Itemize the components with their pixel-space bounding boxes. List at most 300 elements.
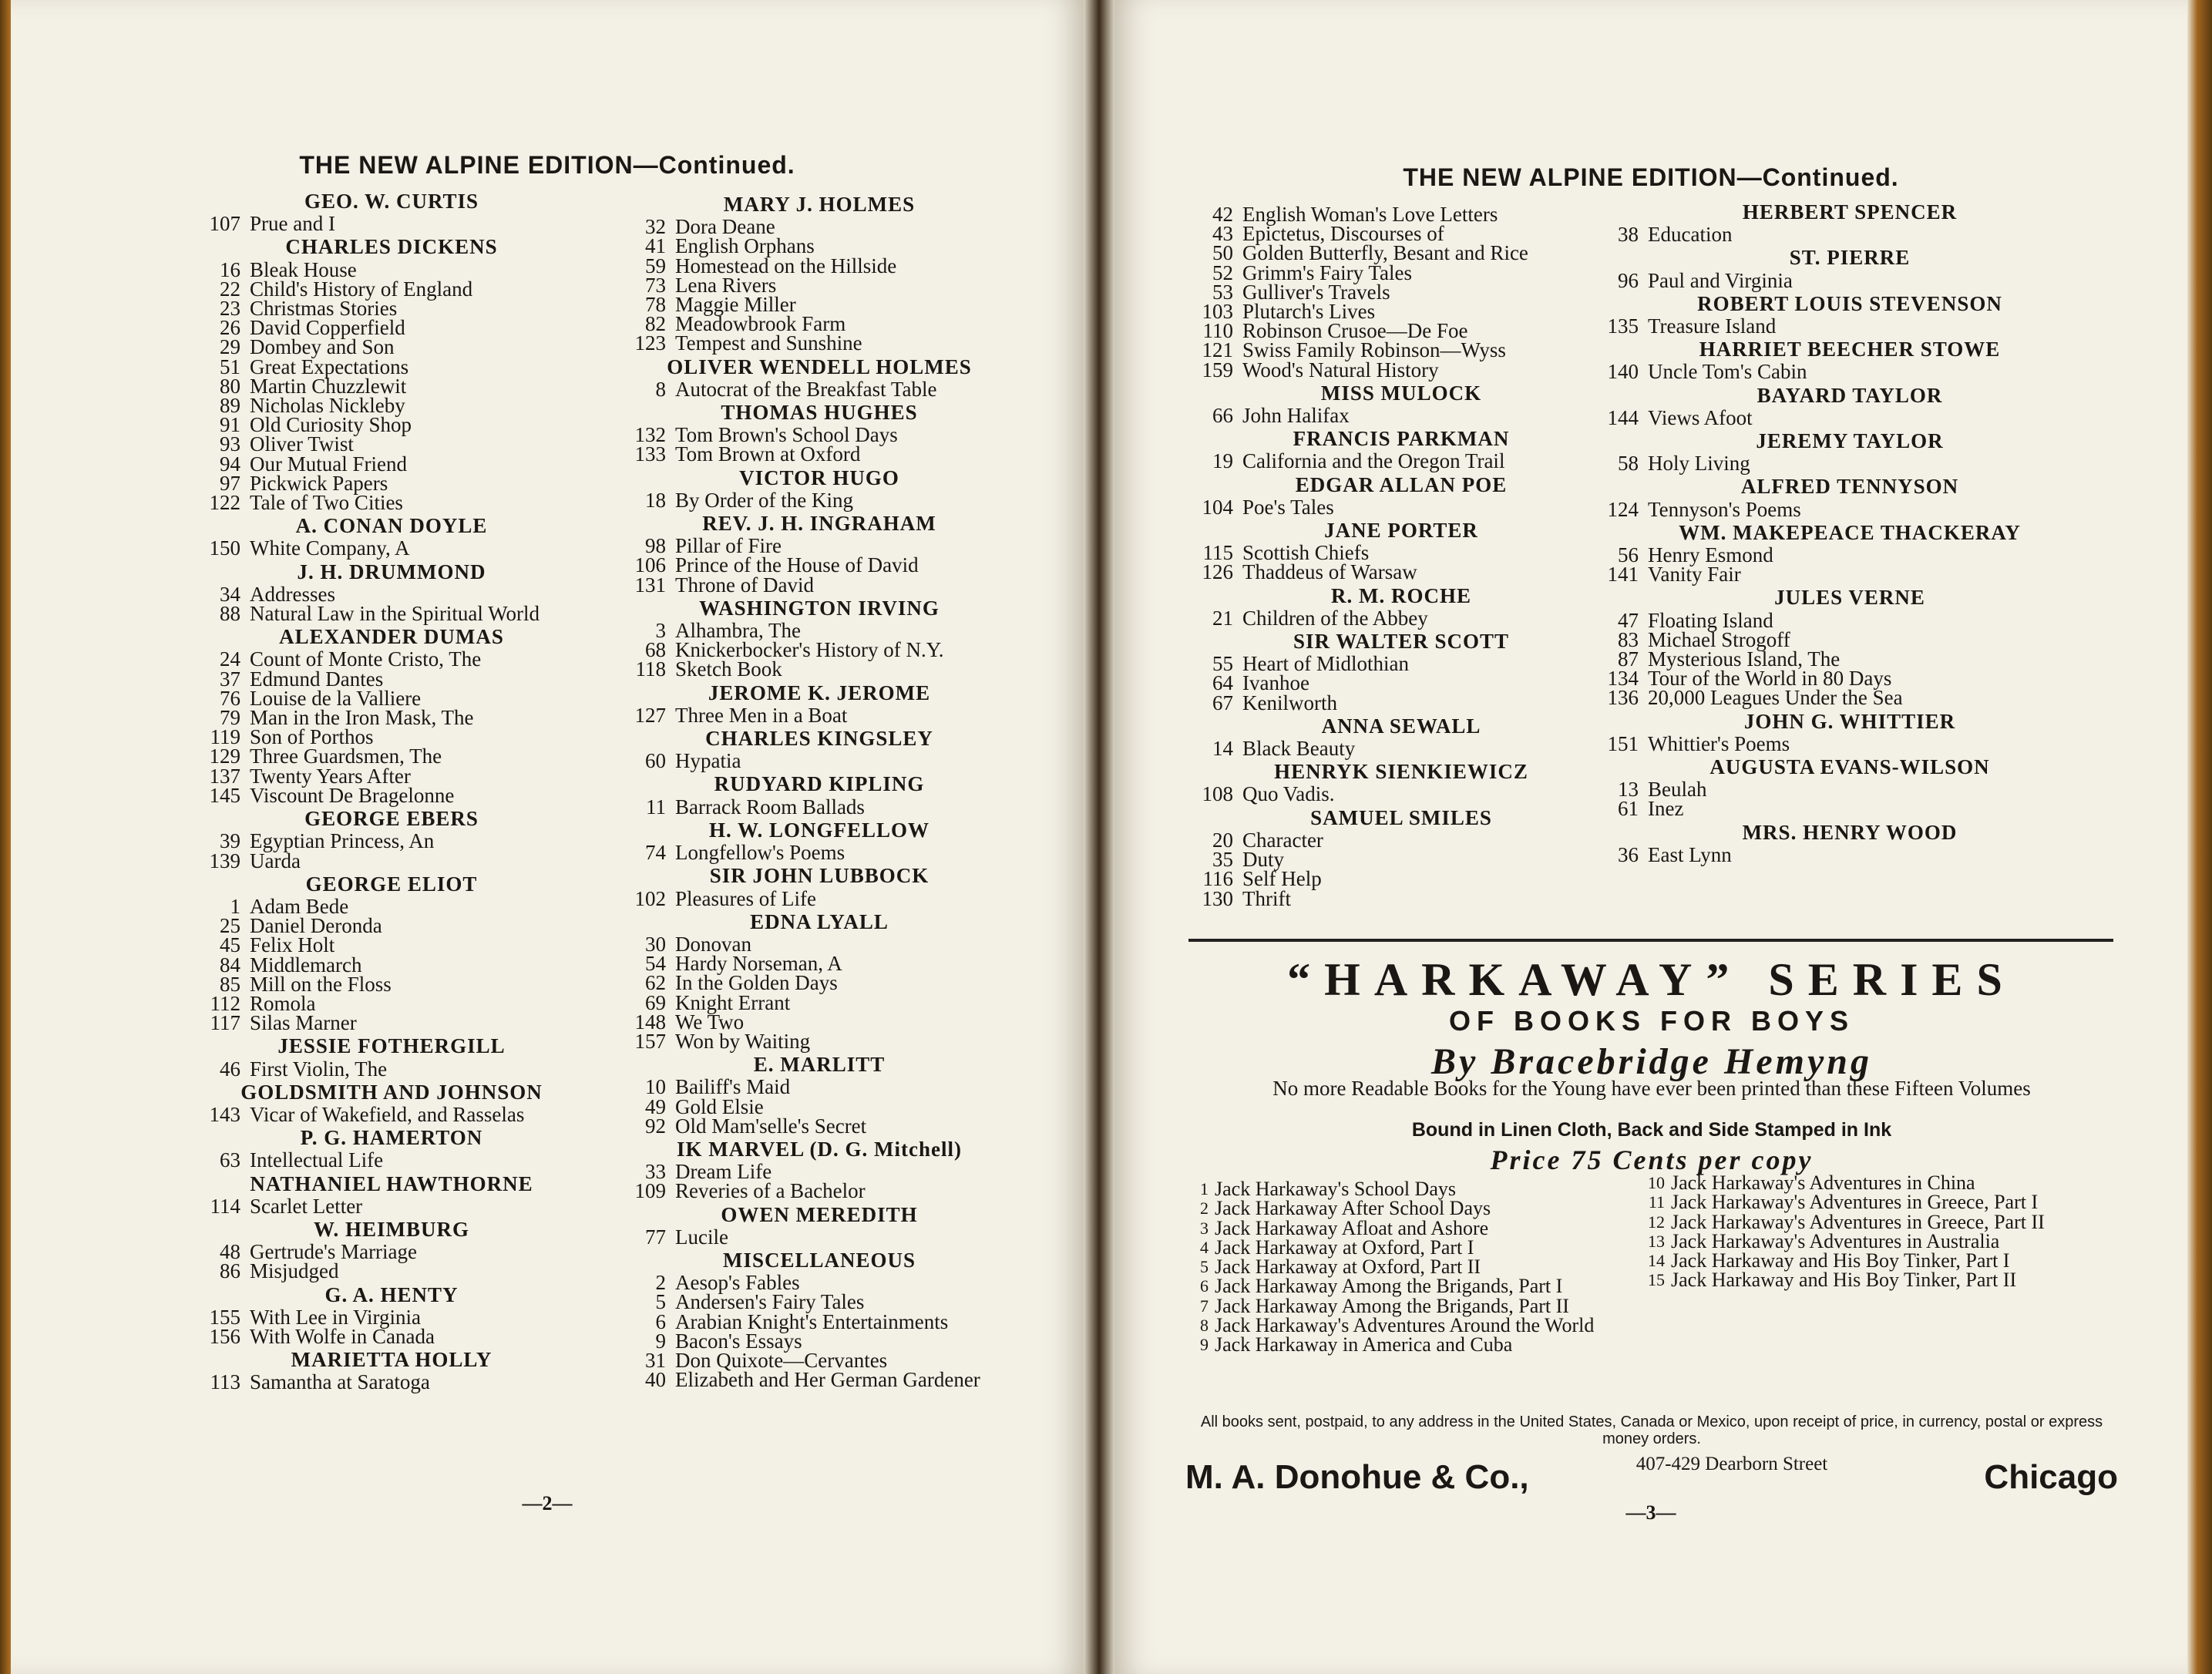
book-title: Reveries of a Bachelor: [675, 1179, 866, 1203]
book-title: Paul and Virginia: [1648, 268, 1793, 292]
series-title: “HARKAWAY” SERIES: [1287, 954, 2016, 1005]
catalog-number: 20: [1212, 828, 1233, 852]
book-title: Three Guardsmen, The: [250, 745, 442, 768]
volume-title: Jack Harkaway Among the Brigands, Part II: [1215, 1294, 1569, 1317]
catalog-number: 116: [1202, 867, 1233, 891]
publisher-address: 407-429 Dearborn Street: [1635, 1454, 1828, 1474]
book-title: Samantha at Saratoga: [250, 1370, 430, 1394]
book-title: Intellectual Life: [250, 1148, 384, 1172]
author-heading: GEORGE ELIOT: [305, 872, 478, 896]
catalog-entry: [618, 1077, 1020, 1097]
catalog-number: 92: [645, 1114, 666, 1138]
book-title: Martin Chuzzlewit: [250, 374, 407, 398]
catalog-number: 47: [1618, 608, 1639, 632]
book-title: Vicar of Wakefield, and Rasselas: [250, 1102, 525, 1126]
catalog-number: 98: [645, 534, 666, 558]
catalog-number: 139: [209, 849, 240, 872]
volume-title: Jack Harkaway and His Boy Tinker, Part I: [1671, 1249, 2010, 1272]
volume-number: 2: [1200, 1198, 1209, 1219]
catalog-number: 19: [1212, 449, 1233, 473]
author-heading: A. CONAN DOYLE: [295, 514, 488, 538]
catalog-entry: [1591, 497, 2109, 521]
catalog-number: 130: [1202, 886, 1233, 910]
book-title: Throne of David: [675, 573, 814, 597]
book-title: Poe's Tales: [1242, 495, 1334, 519]
catalog-entry: [1591, 688, 2109, 708]
harkaway-entry: [1642, 1269, 2104, 1292]
book-title: Homestead on the Hillside: [675, 254, 897, 277]
book-title: Tom Brown at Oxford: [675, 442, 861, 466]
catalog-number: 87: [1618, 647, 1639, 671]
volume-title: Jack Harkaway in America and Cuba: [1215, 1333, 1513, 1356]
volume-number: 5: [1200, 1257, 1209, 1277]
catalog-number: 88: [220, 602, 240, 626]
book-title: Aesop's Fables: [675, 1271, 800, 1295]
catalog-number: 131: [634, 573, 666, 597]
catalog-number: 96: [1618, 268, 1639, 292]
book-title: Felix Holt: [250, 933, 335, 957]
book-title: Andersen's Fairy Tales: [675, 1290, 865, 1314]
harkaway-entry: [1642, 1212, 2104, 1232]
author-heading: EDGAR ALLAN POE: [1295, 472, 1508, 496]
author-heading: ANNA SEWALL: [1321, 714, 1481, 738]
book-title: Alhambra, The: [675, 619, 801, 643]
catalog-number: 137: [209, 764, 240, 788]
catalog-number: 103: [1202, 300, 1233, 324]
book-title: Middlemarch: [250, 953, 362, 976]
catalog-number: 73: [645, 273, 666, 297]
author-heading: GOLDSMITH AND JOHNSON: [240, 1080, 543, 1104]
book-title: Knight Errant: [675, 990, 791, 1014]
book-title: Don Quixote—Cervantes: [675, 1348, 888, 1372]
book-title: Wood's Natural History: [1242, 358, 1439, 382]
book-title: Maggie Miller: [675, 293, 796, 317]
catalog-number: 55: [1212, 652, 1233, 676]
book-title: Child's History of England: [250, 277, 473, 301]
page-left: [11, 0, 1084, 1674]
book-title: Gold Elsie: [675, 1094, 764, 1118]
book-title: Old Curiosity Shop: [250, 413, 412, 437]
author-heading: W. HEIMBURG: [313, 1217, 470, 1241]
catalog-entry: [618, 1029, 1020, 1053]
book-title: Arabian Knight's Entertainments: [675, 1309, 949, 1333]
catalog-entry: [1591, 842, 2109, 866]
catalog-entry: [193, 647, 590, 671]
book-title: Our Mutual Friend: [250, 452, 407, 476]
catalog-number: 36: [1618, 842, 1639, 866]
harkaway-list-left: [1185, 1179, 1617, 1355]
catalog-number: 136: [1607, 686, 1639, 710]
book-title: Bleak House: [250, 257, 357, 281]
book-title: Christmas Stories: [250, 297, 398, 321]
catalog-entry: [1185, 241, 1617, 265]
catalog-number: 109: [634, 1179, 666, 1203]
book-title: Son of Porthos: [250, 725, 374, 749]
author-heading: H. W. LONGFELLOW: [708, 818, 930, 842]
book-title: Hardy Norseman, A: [675, 952, 842, 976]
book-title: Quo Vadis.: [1242, 782, 1335, 806]
book-title: Knickerbocker's History of N.Y.: [675, 638, 944, 662]
catalog-number: 50: [1212, 241, 1233, 265]
catalog-number: 97: [220, 471, 240, 495]
author-heading: OLIVER WENDELL HOLMES: [667, 355, 972, 378]
author-heading: P. G. HAMERTON: [300, 1126, 483, 1150]
catalog-entry: [1185, 338, 1617, 362]
book-title: Bailiff's Maid: [675, 1075, 791, 1099]
catalog-number: 69: [645, 990, 666, 1014]
author-heading: ALFRED TENNYSON: [1740, 475, 1959, 499]
catalog-entry: [193, 953, 590, 976]
volume-number: 3: [1200, 1218, 1209, 1238]
catalog-entry: [618, 841, 1020, 865]
catalog-entry: [1185, 404, 1617, 428]
catalog-number: 94: [220, 452, 240, 476]
book-title: Daniel Deronda: [250, 914, 382, 938]
catalog-entry: [618, 795, 1020, 819]
catalog-number: 11: [646, 795, 666, 819]
catalog-entry: [1185, 671, 1617, 695]
author-heading: ALEXANDER DUMAS: [279, 625, 504, 649]
author-heading: R. M. ROCHE: [1331, 583, 1471, 607]
catalog-number: 156: [209, 1324, 240, 1348]
book-gutter: [1084, 0, 1114, 1674]
author-heading: G. A. HENTY: [324, 1282, 459, 1306]
volume-number: 9: [1200, 1335, 1209, 1355]
catalog-number: 108: [1202, 782, 1233, 806]
book-title: Character: [1242, 828, 1323, 852]
catalog-number: 29: [220, 335, 240, 359]
catalog-number: 117: [210, 1011, 240, 1035]
book-title: Treasure Island: [1648, 314, 1777, 338]
catalog-number: 106: [634, 553, 666, 577]
book-title: Tennyson's Poems: [1648, 497, 1801, 521]
page-number: —2—: [522, 1492, 573, 1514]
book-title: Count of Monte Cristo, The: [250, 647, 482, 671]
book-title: By Order of the King: [675, 488, 853, 512]
author-heading: SAMUEL SMILES: [1310, 805, 1492, 829]
volume-title: Jack Harkaway's School Days: [1215, 1178, 1456, 1200]
catalog-number: 32: [645, 215, 666, 239]
book-title: Dream Life: [675, 1160, 772, 1184]
volume-title: Jack Harkaway's Adventures in China: [1671, 1171, 1975, 1194]
book-title: Golden Butterfly, Besant and Rice: [1242, 241, 1528, 265]
catalog-number: 134: [1607, 667, 1639, 691]
volume-number: 1: [1200, 1179, 1209, 1198]
book-title: Views Afoot: [1648, 405, 1753, 429]
harkaway-entry: [1185, 1276, 1617, 1296]
book-title: Elizabeth and Her German Gardener: [675, 1368, 980, 1392]
book-title: Oliver Twist: [250, 432, 354, 456]
book-title: Louise de la Valliere: [250, 686, 422, 710]
author-heading: JEROME K. JEROME: [708, 681, 931, 704]
catalog-entry: [1185, 886, 1617, 910]
book-cover-edge-right: [2187, 0, 2212, 1674]
catalog-number: 53: [1212, 280, 1233, 304]
catalog-number: 26: [220, 316, 240, 340]
book-title: Children of the Abbey: [1242, 606, 1428, 630]
book-title: Hypatia: [675, 749, 741, 773]
book-cover-edge-left: [0, 0, 11, 1674]
book-title: Tour of the World in 80 Days: [1648, 667, 1892, 691]
catalog-column: [193, 188, 590, 1393]
author-heading: AUGUSTA EVANS-WILSON: [1709, 755, 1990, 779]
catalog-number: 35: [1212, 848, 1233, 872]
author-heading: MARY J. HOLMES: [723, 193, 916, 216]
catalog-number: 31: [645, 1348, 666, 1372]
catalog-entry: [193, 1102, 590, 1126]
catalog-number: 34: [220, 582, 240, 606]
catalog-number: 93: [220, 432, 240, 456]
catalog-number: 145: [209, 783, 240, 807]
book-title: Three Men in a Boat: [675, 703, 848, 727]
catalog-number: 102: [634, 886, 666, 910]
harkaway-entry: [1185, 1296, 1617, 1316]
catalog-entry: [193, 933, 590, 957]
catalog-number: 18: [645, 488, 666, 512]
series-binding: Bound in Linen Cloth, Back and Side Stamped in Ink: [1411, 1119, 1892, 1141]
book-title: In the Golden Days: [675, 971, 838, 995]
catalog-entry: [618, 234, 1020, 258]
volume-title: Jack Harkaway at Oxford, Part I: [1215, 1235, 1474, 1259]
book-title: Ivanhoe: [1242, 671, 1309, 695]
catalog-entry: [1185, 782, 1617, 806]
catalog-entry: [618, 990, 1020, 1014]
catalog-entry: [618, 1179, 1020, 1203]
catalog-number: 126: [1202, 560, 1233, 584]
catalog-entry: [1591, 731, 2109, 755]
catalog-entry: [618, 657, 1020, 681]
book-title: Prince of the House of David: [675, 553, 919, 577]
book-title: Great Expectations: [250, 355, 409, 378]
book-title: First Violin, The: [250, 1057, 388, 1081]
catalog-number: 115: [1202, 541, 1233, 565]
catalog-number: 79: [220, 706, 240, 730]
catalog-number: 59: [645, 254, 666, 277]
volume-title: Jack Harkaway's Adventures Around the World: [1215, 1314, 1595, 1337]
author-heading: BAYARD TAYLOR: [1756, 383, 1943, 407]
author-heading: J. H. DRUMMOND: [297, 560, 486, 583]
catalog-number: 21: [1212, 606, 1233, 630]
catalog-entry: [1591, 314, 2109, 338]
catalog-number: 83: [1618, 627, 1639, 651]
catalog-entry: [193, 783, 590, 807]
book-title: Gertrude's Marriage: [250, 1240, 418, 1264]
volume-number: 4: [1200, 1237, 1209, 1257]
book-title: 20,000 Leagues Under the Sea: [1648, 686, 1903, 710]
catalog-entry: [193, 1057, 590, 1081]
catalog-entry: [193, 335, 590, 359]
book-title: Black Beauty: [1242, 737, 1356, 761]
author-heading: E. MARLITT: [753, 1053, 886, 1077]
catalog-number: 68: [645, 638, 666, 662]
catalog-number: 123: [634, 331, 666, 355]
catalog-entry: [1185, 691, 1617, 714]
book-title: Thrift: [1242, 886, 1291, 910]
catalog-column: [1185, 205, 1617, 909]
author-heading: JANE PORTER: [1324, 519, 1478, 543]
catalog-number: 104: [1202, 495, 1233, 519]
catalog-number: 66: [1212, 404, 1233, 428]
book-title: Edmund Dantes: [250, 667, 384, 691]
catalog-number: 121: [1202, 338, 1233, 362]
catalog-column: [1591, 199, 2109, 865]
catalog-number: 157: [634, 1029, 666, 1053]
harkaway-entry: [1185, 1316, 1617, 1335]
catalog-number: 2: [655, 1271, 666, 1295]
book-title: Misjudged: [250, 1259, 339, 1283]
book-title: Dombey and Son: [250, 335, 395, 359]
book-title: With Wolfe in Canada: [250, 1324, 435, 1348]
book-title: Pillar of Fire: [675, 534, 782, 558]
catalog-entry: [193, 493, 590, 513]
shipping-note: All books sent, postpaid, to any address in the United States, Canada or Mexico, upon receipt of price, in currency, postal or express money orders.: [1200, 1413, 2103, 1447]
book-title: English Orphans: [675, 234, 815, 258]
catalog-number: 144: [1607, 405, 1639, 429]
catalog-number: 61: [1618, 797, 1639, 821]
catalog-number: 48: [220, 1240, 240, 1264]
catalog-number: 77: [645, 1225, 666, 1249]
book-title: Pleasures of Life: [675, 886, 816, 910]
catalog-entry: [618, 703, 1020, 727]
catalog-entry: [618, 442, 1020, 466]
catalog-number: 13: [1618, 778, 1639, 802]
catalog-number: 110: [1202, 319, 1233, 343]
book-title: Beulah: [1648, 778, 1707, 802]
catalog-entry: [193, 829, 590, 853]
catalog-number: 127: [634, 703, 666, 727]
author-heading: SIR JOHN LUBBOCK: [709, 864, 930, 888]
catalog-number: 74: [645, 841, 666, 865]
book-title: Kenilworth: [1242, 691, 1337, 714]
page-right: [1114, 0, 2187, 1674]
catalog-entry: [618, 377, 1020, 401]
catalog-entry: [1591, 563, 2109, 587]
catalog-number: 151: [1607, 731, 1639, 755]
catalog-number: 150: [209, 536, 240, 560]
author-heading: MRS. HENRY WOOD: [1742, 820, 1958, 844]
book-title: Floating Island: [1648, 608, 1773, 632]
volume-title: Jack Harkaway at Oxford, Part II: [1215, 1256, 1481, 1279]
catalog-entry: [193, 1370, 590, 1394]
book-title: Swiss Family Robinson—Wyss: [1242, 338, 1506, 362]
catalog-number: 159: [1202, 358, 1233, 382]
book-title: Tale of Two Cities: [250, 491, 403, 515]
book-title: Silas Marner: [250, 1011, 357, 1035]
book-title: Twenty Years After: [250, 764, 411, 788]
catalog-number: 86: [220, 1259, 240, 1283]
volume-number: 11: [1648, 1192, 1665, 1212]
author-heading: FRANCIS PARKMAN: [1293, 427, 1510, 451]
catalog-number: 82: [645, 312, 666, 336]
catalog-entry: [1591, 362, 2109, 382]
catalog-entry: [618, 1292, 1020, 1312]
catalog-entry: [1591, 452, 2109, 476]
catalog-number: 91: [220, 413, 240, 437]
catalog-number: 30: [645, 932, 666, 956]
catalog-number: 140: [1607, 360, 1639, 384]
catalog-column: [618, 191, 1020, 1390]
author-heading: VICTOR HUGO: [739, 466, 899, 489]
author-heading: WASHINGTON IRVING: [699, 596, 940, 620]
catalog-entry: [193, 1259, 590, 1283]
catalog-entry: [618, 1114, 1020, 1138]
author-heading: JESSIE FOTHERGILL: [277, 1034, 506, 1058]
catalog-entry: [193, 432, 590, 456]
book-title: Won by Waiting: [675, 1029, 811, 1053]
catalog-number: 24: [220, 647, 240, 671]
author-heading: GEORGE EBERS: [304, 807, 479, 831]
book-title: Self Help: [1242, 867, 1322, 891]
catalog-number: 25: [220, 914, 240, 938]
catalog-number: 112: [210, 991, 240, 1015]
catalog-number: 76: [220, 686, 240, 710]
catalog-number: 89: [220, 394, 240, 418]
volume-title: Jack Harkaway's Adventures in Greece, Part I: [1671, 1191, 2039, 1214]
book-title: David Copperfield: [250, 316, 405, 340]
catalog-number: 56: [1618, 543, 1639, 567]
catalog-entry: [1591, 405, 2109, 429]
book-title: Prue and I: [250, 212, 335, 236]
catalog-number: 49: [645, 1094, 666, 1118]
author-heading: JEREMY TAYLOR: [1756, 429, 1944, 453]
catalog-number: 118: [635, 657, 666, 681]
catalog-number: 155: [209, 1305, 240, 1329]
catalog-number: 10: [645, 1075, 666, 1099]
book-title: Plutarch's Lives: [1242, 300, 1376, 324]
author-heading: WM. MAKEPEACE THACKERAY: [1679, 520, 2021, 544]
publisher-name: M. A. Donohue & Co.,: [1185, 1458, 1529, 1496]
author-heading: HARRIET BEECHER STOWE: [1699, 338, 2001, 361]
catalog-number: 63: [220, 1148, 240, 1172]
author-heading: ROBERT LOUIS STEVENSON: [1697, 291, 2002, 315]
author-heading: THOMAS HUGHES: [721, 401, 918, 425]
book-title: Tempest and Sunshine: [675, 331, 862, 355]
author-heading: MISS MULOCK: [1320, 381, 1482, 405]
author-heading: MISCELLANEOUS: [722, 1248, 916, 1272]
catalog-number: 22: [220, 277, 240, 301]
volume-number: 8: [1200, 1316, 1209, 1336]
book-title: Autocrat of the Breakfast Table: [675, 377, 937, 401]
catalog-entry: [1185, 560, 1617, 584]
catalog-entry: [618, 1370, 1020, 1390]
catalog-entry: [618, 886, 1020, 910]
author-heading: REV. J. H. INGRAHAM: [702, 512, 936, 536]
catalog-entry: [618, 1309, 1020, 1333]
book-title: Inez: [1648, 797, 1684, 821]
book-title: Sketch Book: [675, 657, 782, 681]
book-title: Michael Strogoff: [1648, 627, 1790, 651]
series-price: Price 75 Cents per copy: [1490, 1145, 1814, 1175]
book-title: Scarlet Letter: [250, 1194, 363, 1218]
book-title: Pickwick Papers: [250, 471, 388, 495]
catalog-number: 143: [209, 1102, 240, 1126]
book-title: Education: [1648, 223, 1733, 247]
catalog-number: 80: [220, 374, 240, 398]
author-heading: ST. PIERRE: [1789, 246, 1911, 270]
catalog-number: 8: [655, 377, 666, 401]
book-title: Bacon's Essays: [675, 1329, 802, 1353]
volume-number: 15: [1648, 1270, 1665, 1290]
book-title: Lucile: [675, 1225, 728, 1249]
publisher-city: Chicago: [1984, 1458, 2118, 1496]
book-title: Robinson Crusoe—De Foe: [1242, 319, 1468, 343]
book-title: Heart of Midlothian: [1242, 652, 1409, 676]
author-heading: HENRYK SIENKIEWICZ: [1274, 760, 1528, 784]
catalog-number: 42: [1212, 203, 1233, 226]
book-title: Egyptian Princess, An: [250, 829, 435, 853]
harkaway-entry: [1185, 1216, 1617, 1239]
book-title: John Halifax: [1242, 404, 1350, 428]
